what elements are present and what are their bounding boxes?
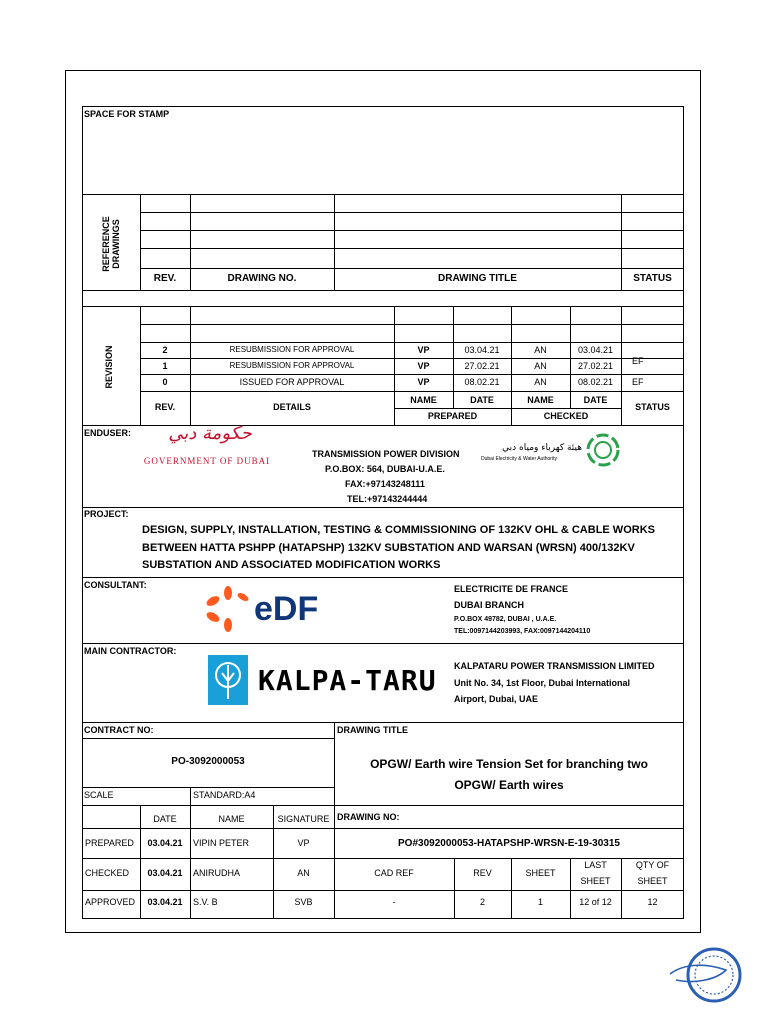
rev-status: EF [632, 356, 644, 366]
checked-name-header: NAME [527, 395, 554, 405]
drawing-no-label: DRAWING NO: [337, 812, 400, 822]
consultant-name: ELECTRICITE DE FRANCE [454, 584, 569, 594]
kalpataru-logo-text: KALPA-TARU [258, 664, 437, 697]
company-seal-stamp [668, 944, 744, 1006]
approval-signature: VP [297, 838, 310, 848]
rev-details: RESUBMISSION FOR APPROVAL [229, 345, 355, 354]
rev-checked-name: AN [534, 361, 547, 371]
standard-value: STANDARD:A4 [193, 790, 256, 800]
checked-header: CHECKED [543, 411, 589, 421]
government-of-dubai-logo-arabic: حكومة دبي [168, 423, 252, 444]
approval-date: 03.04.21 [147, 838, 183, 848]
last-sheet-header-1: LAST [584, 860, 607, 870]
last-sheet-header-2: SHEET [580, 876, 611, 886]
drawing-title-line-2: OPGW/ Earth wires [454, 778, 564, 792]
approval-name: VIPIN PETER [193, 838, 250, 848]
consultant-contact: TEL:0097144203993, FAX:0097144204110 [454, 628, 591, 635]
rev-checked-date: 08.02.21 [577, 377, 614, 387]
rev-details: ISSUED FOR APPROVAL [239, 377, 345, 387]
government-of-dubai-logo-text: GOVERNMENT OF DUBAI [143, 456, 271, 466]
drawing-title-line-1: OPGW/ Earth wire Tension Set for branching two [370, 757, 648, 771]
rev-number: 0 [162, 377, 168, 387]
rev-prepared-date: 08.02.21 [464, 377, 500, 387]
drawing-title-label: DRAWING TITLE [337, 725, 408, 735]
enduser-pobox: P.O.BOX: 564, DUBAI-U.A.E. [325, 464, 445, 474]
rev-checked-date: 03.04.21 [577, 345, 614, 355]
rev-checked-date: 27.02.21 [577, 361, 614, 371]
qty-value: 12 [647, 897, 658, 907]
ref-drawing-title-header: DRAWING TITLE [438, 273, 517, 284]
prepared-name-header: NAME [410, 395, 437, 405]
project-line-3: SUBSTATION AND ASSOCIATED MODIFICATION WORKS [142, 559, 441, 571]
sheet-value: 1 [537, 897, 543, 907]
project-line-1: DESIGN, SUPPLY, INSTALLATION, TESTING & COMMISSIONING OF 132KV OHL & CABLE WORKS [142, 524, 655, 536]
details-header: DETAILS [273, 402, 311, 412]
last-sheet-value: 12 of 12 [579, 897, 612, 907]
consultant-label: CONSULTANT: [84, 580, 147, 590]
contract-no-value: PO-3092000053 [171, 756, 245, 767]
approval-signature: SVB [294, 897, 313, 907]
rev-header: REV. [154, 402, 176, 412]
status-header: STATUS [635, 402, 670, 412]
dewa-logo-icon [586, 433, 620, 467]
stamp-label: SPACE FOR STAMP [84, 109, 170, 119]
reference-drawings-label: REFERENCE DRAWINGS [101, 216, 121, 272]
rev-details: RESUBMISSION FOR APPROVAL [229, 361, 355, 370]
rev-number: 1 [162, 361, 168, 371]
project-line-2: BETWEEN HATTA PSHPP (HATAPSHP) 132KV SUBSTATION AND WARSAN (WRSN) 400/132KV [142, 542, 635, 554]
checked-date-header: DATE [583, 395, 608, 405]
contractor-name: KALPATARU POWER TRANSMISSION LIMITED [454, 661, 655, 671]
project-label: PROJECT: [84, 509, 129, 519]
title-block [82, 106, 684, 919]
name-header: NAME [218, 814, 245, 824]
approval-date: 03.04.21 [147, 897, 183, 907]
dewa-logo-english: Dubai Electricity & Water Authority [481, 456, 557, 462]
approval-role: APPROVED [85, 897, 136, 907]
drawing-no-value: PO#3092000053-HATAPSHP-WRSN-E-19-30315 [398, 838, 620, 849]
prepared-date-header: DATE [470, 395, 494, 405]
edf-logo-text: eDF [254, 590, 319, 628]
rev-checked-name: AN [534, 377, 547, 387]
main-contractor-label: MAIN CONTRACTOR: [84, 646, 177, 656]
approval-date: 03.04.21 [147, 868, 183, 878]
rev-prepared-name: VP [417, 361, 430, 371]
kalpataru-logo-icon [208, 655, 248, 705]
revision-label: REVISION [104, 345, 114, 389]
consultant-branch: DUBAI BRANCH [454, 600, 524, 610]
ref-drawing-no-header: DRAWING NO. [227, 273, 297, 284]
qty-sheet-header-1: QTY OF [635, 860, 670, 870]
rev-prepared-date: 03.04.21 [464, 345, 500, 355]
rev-checked-name: AN [534, 345, 547, 355]
cad-ref-header: CAD REF [374, 868, 414, 878]
prepared-header: PREPARED [427, 411, 478, 421]
ref-status-header: STATUS [633, 273, 672, 284]
approval-name: ANIRUDHA [193, 868, 241, 878]
rev-prepared-date: 27.02.21 [464, 361, 500, 371]
signature-header: SIGNATURE [277, 814, 330, 824]
rev-prepared-name: VP [417, 377, 430, 387]
sheet-header: SHEET [525, 868, 556, 878]
cad-ref-value: - [392, 897, 396, 907]
ref-rev-header: REV. [153, 273, 177, 284]
contractor-address-2: Airport, Dubai, UAE [454, 694, 539, 704]
enduser-label: ENDUSER: [84, 428, 132, 438]
approval-role: PREPARED [85, 838, 134, 848]
rev-number: 2 [162, 345, 168, 355]
qty-sheet-header-2: SHEET [637, 876, 668, 886]
rev-header-sheet: REV [473, 868, 492, 878]
rev-status: EF [632, 377, 644, 387]
approval-signature: AN [297, 868, 310, 878]
approval-role: CHECKED [85, 868, 130, 878]
dewa-logo-arabic: هيئة كهرباء ومياه دبي [502, 443, 582, 453]
enduser-fax: FAX:+97143248111 [345, 479, 425, 489]
scale-label: SCALE [84, 790, 114, 800]
edf-logo-icon [204, 585, 252, 633]
approval-name: S.V. B [193, 897, 218, 907]
rev-prepared-name: VP [417, 345, 430, 355]
contractor-address-1: Unit No. 34, 1st Floor, Dubai International [454, 678, 631, 688]
enduser-tel: TEL:+97143244444 [347, 494, 428, 504]
contract-no-label: CONTRACT NO: [84, 725, 154, 735]
enduser-division: TRANSMISSION POWER DIVISION [312, 449, 460, 459]
consultant-pobox: P.O.BOX 49782, DUBAI , U.A.E. [454, 616, 557, 623]
date-header: DATE [153, 814, 177, 824]
rev-value: 2 [479, 897, 485, 907]
